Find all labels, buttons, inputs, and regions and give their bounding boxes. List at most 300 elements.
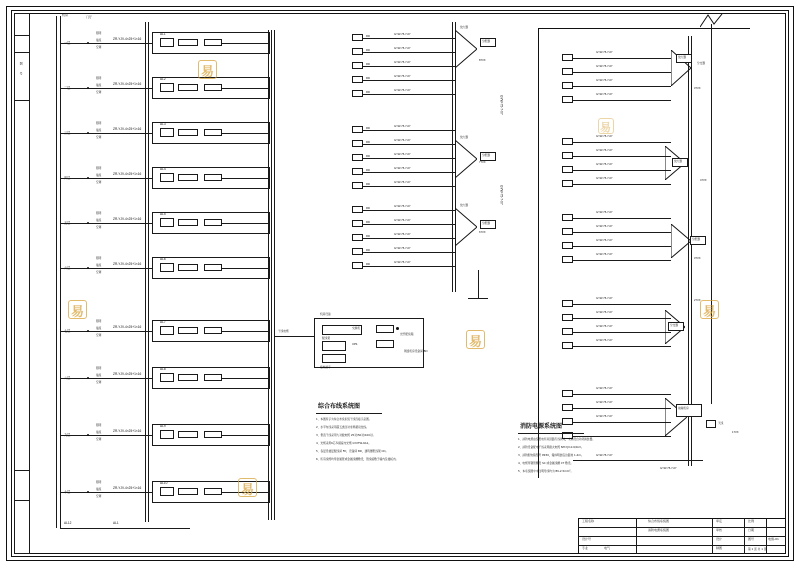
cable-label-3: ZR-YJV-4×25+1×16 [113, 127, 142, 131]
mid-tail-h [468, 298, 488, 299]
load-label-2b: 插座 [96, 83, 102, 87]
load-box-1[interactable] [204, 39, 222, 46]
breaker-1[interactable] [178, 39, 198, 46]
right-group-tag-2: 47VX [700, 179, 707, 182]
load-box-9[interactable] [204, 431, 222, 438]
bottom-left-title: 综合布线系统图 [318, 403, 361, 410]
mid-cable-label-2-3: GYW-75-7-07 [394, 153, 411, 156]
right-wire-4-2 [573, 318, 671, 319]
right-wire-4-3 [573, 332, 671, 333]
right-amp-label-1: 放大器 [678, 55, 687, 59]
panel-label-7: AL7 [160, 320, 166, 324]
mid-outlet-1-1[interactable] [352, 34, 363, 41]
antenna-drop [711, 24, 712, 404]
bottom-left-note-6: 6、所有线缆均穿金属管或金属线槽敷设，管线暗敷于墙内及楼板内。 [316, 457, 399, 461]
load-label-1a: 照明 [96, 31, 102, 35]
title-sheet-label: 第 1 张 共 1 张 [748, 547, 767, 551]
node-1 [87, 42, 89, 44]
title-project-label: 工程名称 [582, 519, 595, 523]
riser-bus-right-2 [271, 30, 272, 520]
mid-outlet-label-2-1: RD [366, 127, 370, 130]
right-outlet-5-2[interactable] [562, 404, 573, 411]
title-scale-label: 比例 [748, 519, 755, 523]
right-group-tag-3: 37VX [694, 257, 701, 260]
right-outlet-2-4[interactable] [562, 180, 573, 187]
breaker-10[interactable] [178, 488, 198, 495]
right-amp-3 [671, 224, 691, 258]
load-label-6b: 插座 [96, 263, 102, 267]
mid-wire-2-3 [363, 155, 455, 159]
row-wire-4b [222, 178, 268, 179]
right-cable-3-2: GYW-75-7-07 [596, 225, 613, 228]
center-node [396, 327, 399, 330]
cable-label-8: ZR-YJV-4×25+1×16 [113, 372, 142, 376]
center-sub-3: 接地端子 [320, 365, 331, 369]
right-cable-4-1: GYW-75-7-07 [596, 297, 613, 300]
right-cable-2-1: GYW-75-7-07 [596, 135, 613, 138]
mid-outlet-label-1-2: RD [366, 49, 370, 52]
breaker-7[interactable] [178, 327, 198, 334]
load-box-7[interactable] [204, 327, 222, 334]
title-check-label: 审核 [716, 528, 723, 532]
right-outlet-5-1[interactable] [562, 390, 573, 397]
row-wire-6b [222, 268, 268, 269]
bottom-right-title-rule [518, 433, 584, 434]
panel-label-1: AL1 [160, 32, 166, 36]
right-wire-2-3 [573, 170, 671, 171]
breaker-2[interactable] [178, 84, 198, 91]
center-rack-5[interactable] [376, 340, 394, 348]
right-cable-5-4: GYW-75-7-07 [596, 454, 613, 457]
right-group-tag-5: 17VX [732, 431, 739, 434]
cable-label-6: ZR-YJV-4×25+1×16 [113, 262, 142, 266]
panel-label-10: AL10 [160, 481, 168, 485]
mid-wire-1-5 [363, 91, 455, 95]
antenna-icon [700, 14, 724, 28]
load-label-9b: 插座 [96, 430, 102, 434]
meter-6[interactable] [160, 263, 174, 272]
title-design-label: 设计 [716, 537, 723, 541]
watermark-5: 易 [241, 483, 255, 498]
load-box-4[interactable] [204, 174, 222, 181]
mid-cable-label-2-1: GYW-75-7-07 [394, 125, 411, 128]
mid-wire-2-2 [363, 141, 455, 145]
right-outlet-4-2[interactable] [562, 314, 573, 321]
title-date-label: 日期 [748, 528, 755, 532]
right-wire-5-3 [573, 422, 671, 423]
mid-wire-1-1 [363, 35, 455, 39]
center-in-wire [274, 336, 314, 337]
mid-outlet-label-3-5: RD [366, 263, 370, 266]
mid-outlet-1-2[interactable] [352, 48, 363, 55]
mid-amp-2 [455, 140, 477, 178]
riser-bottom-wire [60, 528, 190, 529]
load-label-1b: 插座 [96, 38, 102, 42]
row-wire-1 [60, 43, 152, 44]
title-drawing-title-2: 消防电源系统图 [648, 528, 670, 532]
watermark-2: 易 [71, 305, 85, 320]
antenna-label: 天线 [718, 421, 724, 425]
mid-cable-label-1-2: GYW-75-7-07 [394, 47, 411, 50]
watermark-3: 易 [469, 335, 483, 350]
mid-wire-1-4 [363, 77, 455, 81]
antenna-box[interactable] [706, 420, 716, 428]
row-wire-1b [222, 43, 268, 44]
breaker-8[interactable] [178, 374, 198, 381]
riser-bus-right-3 [274, 30, 275, 520]
right-wire-5-5 [573, 460, 703, 461]
load-label-6c: 空调 [96, 270, 102, 274]
left-index-div-2 [14, 52, 30, 53]
node-7 [87, 330, 89, 332]
right-cable-5-2: GYW-75-7-07 [596, 401, 613, 404]
right-outlet-3-1[interactable] [562, 214, 573, 221]
mid-tail [478, 270, 479, 298]
load-label-10b: 插座 [96, 487, 102, 491]
load-label-7b: 插座 [96, 326, 102, 330]
panel-label-8: AL8 [160, 367, 166, 371]
bottom-cable-tag: AL1 [113, 521, 119, 525]
mid-outlet-label-2-4: RD [366, 169, 370, 172]
meter-2[interactable] [160, 83, 174, 92]
mid-outlet-label-2-5: RD [366, 183, 370, 186]
watermark-6: 易 [600, 121, 611, 134]
right-cable-3-3: GYW-75-7-07 [596, 239, 613, 242]
left-index-div-1 [14, 35, 30, 36]
row-wire-9 [60, 435, 152, 436]
mid-wire-2-5 [363, 183, 455, 187]
center-label-right: 光纤配线箱 [400, 332, 414, 336]
load-label-7c: 空调 [96, 333, 102, 337]
right-wire-1-3 [573, 86, 671, 87]
mid-cable-label-2-2: GYW-75-7-07 [394, 139, 411, 142]
center-rack-3[interactable] [322, 354, 346, 363]
mid-outlet-1-3[interactable] [352, 62, 363, 69]
load-box-6[interactable] [204, 264, 222, 271]
row-wire-8 [60, 378, 152, 379]
bottom-left-note-1: 1、本图所示为综合布线系统干线连接示意图。 [316, 417, 372, 421]
mid-outlet-1-4[interactable] [352, 76, 363, 83]
load-label-7a: 照明 [96, 319, 102, 323]
load-label-10c: 空调 [96, 494, 102, 498]
row-wire-6 [60, 268, 152, 269]
row-wire-10 [60, 492, 152, 493]
right-cable-2-2: GYW-75-7-07 [596, 149, 613, 152]
right-group-tag-4: 27VX [694, 299, 701, 302]
row-wire-3b [222, 133, 268, 134]
right-wire-1-2 [573, 72, 671, 73]
meter-1[interactable] [160, 38, 174, 47]
mid-amp-label-1: 放大器 [460, 25, 469, 29]
panel-label-2: AL2 [160, 77, 166, 81]
mid-amp-1 [455, 30, 477, 68]
right-bottom-cable-note: GYW-75-7-07 [660, 467, 677, 470]
right-cable-4-3: GYW-75-7-07 [596, 325, 613, 328]
riser-bus-left-1 [56, 16, 57, 528]
mid-outlet-3-5[interactable] [352, 262, 363, 269]
mid-outlet-label-1-4: RD [366, 77, 370, 80]
right-outlet-1-3[interactable] [562, 82, 573, 89]
meter-9[interactable] [160, 430, 174, 439]
title-block-h1 [578, 527, 786, 528]
bottom-left-note-4: 4、光缆采用6芯多模室内光缆 GYXTW-6A1。 [316, 441, 372, 445]
mid-wire-3-3 [363, 235, 455, 239]
right-wire-5-1 [573, 394, 671, 395]
mid-wire-1-3 [363, 63, 455, 67]
left-index-label-a: 图 [19, 62, 24, 65]
mid-outlet-label-1-1: RD [366, 35, 370, 38]
node-3 [87, 132, 89, 134]
right-outlet-1-4[interactable] [562, 96, 573, 103]
title-design-no-label: 设计号 [582, 537, 592, 541]
panel-label-6: AL6 [160, 257, 166, 261]
panel-label-5: AL5 [160, 212, 166, 216]
mid-cable-label-3-5: GYW-75-7-07 [394, 261, 411, 264]
load-label-5c: 空调 [96, 225, 102, 229]
node-2 [87, 87, 89, 89]
cable-label-7: ZR-YJV-4×25+1×16 [113, 325, 142, 329]
cable-label-10: ZR-YJV-4×25+1×16 [113, 486, 142, 490]
row-wire-4 [60, 178, 152, 179]
load-label-4b: 插座 [96, 173, 102, 177]
load-box-5[interactable] [204, 219, 222, 226]
right-outlet-3-2[interactable] [562, 228, 573, 235]
meter-4[interactable] [160, 173, 174, 182]
right-wire-1-1 [573, 58, 671, 59]
row-wire-5 [60, 223, 152, 224]
mid-outlet-2-3[interactable] [352, 154, 363, 161]
row-wire-8b [222, 378, 268, 379]
right-outlet-1-2[interactable] [562, 68, 573, 75]
mid-outlet-label-3-4: RD [366, 249, 370, 252]
title-stage-label: 专业 [582, 546, 589, 550]
center-sub-1: 交换机 [352, 326, 361, 330]
bottom-right-note-3: 3、消防配电箱型号 PZ30，箱体明装底边距地 1.4m。 [518, 453, 584, 457]
mid-outlet-label-3-2: RD [366, 221, 370, 224]
right-amp-label-3: 分配器 [692, 237, 701, 241]
load-label-5b: 插座 [96, 218, 102, 222]
watermark-1: 易 [201, 65, 215, 80]
mid-wire-3-2 [363, 221, 455, 225]
meter-3[interactable] [160, 128, 174, 137]
mid-wire-2-1 [363, 127, 455, 131]
right-outlet-3-4[interactable] [562, 256, 573, 263]
mid-outlet-2-4[interactable] [352, 168, 363, 175]
title-block-h2 [578, 536, 786, 537]
load-label-10a: 照明 [96, 480, 102, 484]
right-wire-3-1 [573, 218, 671, 219]
mid-wire-2-4 [363, 169, 455, 173]
node-9 [87, 434, 89, 436]
right-outlet-4-1[interactable] [562, 300, 573, 307]
breaker-5[interactable] [178, 219, 198, 226]
title-drawing-title-1: 综合布线系统图 [648, 519, 670, 523]
right-wire-4-1 [573, 304, 671, 305]
right-wire-2-2 [573, 156, 671, 157]
mid-cable-label-2-4: GYW-75-7-07 [394, 167, 411, 170]
head-end-label: 前端机房 [678, 406, 689, 410]
mid-wire-3-1 [363, 207, 455, 211]
right-cable-2-4: GYW-75-7-07 [596, 177, 613, 180]
mid-wire-3-4 [363, 249, 455, 253]
center-in-label: 干线电缆 [278, 329, 289, 333]
load-label-2a: 照明 [96, 76, 102, 80]
mid-outlet-label-2-2: RD [366, 141, 370, 144]
row-wire-5b [222, 223, 268, 224]
title-number-label: 图号 [748, 537, 755, 541]
right-outlet-2-1[interactable] [562, 138, 573, 145]
load-label-4c: 空调 [96, 180, 102, 184]
right-cable-5-3: GYW-75-7-07 [596, 415, 613, 418]
mid-vertical-cable-label-2: GYW-75-7-07 [499, 185, 504, 205]
cable-label-1: ZR-YJV-4×25+1×16 [113, 37, 142, 41]
cable-label-9: ZR-YJV-4×25+1×16 [113, 429, 142, 433]
mid-group-tag-2: 77VX [479, 161, 486, 164]
meter-5[interactable] [160, 218, 174, 227]
load-box-2[interactable] [204, 84, 222, 91]
title-drawing-no-value: 电施-01 [768, 537, 779, 541]
breaker-6[interactable] [178, 264, 198, 271]
load-label-9c: 空调 [96, 437, 102, 441]
right-riser-2 [691, 36, 692, 466]
mid-cable-label-1-5: GYW-75-7-07 [394, 89, 411, 92]
riser-bus-left-4 [148, 22, 149, 522]
mid-outlet-2-1[interactable] [352, 126, 363, 133]
node-8 [87, 377, 89, 379]
left-index-div-5 [14, 500, 30, 501]
mid-cable-label-3-2: GYW-75-7-07 [394, 219, 411, 222]
bottom-right-note-4: 4、电缆穿钢管敷设 SC 或金属线槽 CT 敷设。 [518, 461, 574, 465]
left-index-strip [14, 13, 30, 554]
mid-outlet-label-3-3: RD [366, 235, 370, 238]
mid-wire-1-2 [363, 49, 455, 53]
right-wire-5-2 [573, 408, 671, 409]
center-note: 网络机房设备间 BD [404, 349, 428, 353]
row-wire-9b [222, 435, 268, 436]
row-wire-7 [60, 331, 152, 332]
panel-label-9: AL9 [160, 424, 166, 428]
right-amp-label-4: 分支器 [670, 323, 679, 327]
mid-wire-3-5 [363, 263, 455, 267]
mid-cable-label-3-4: GYW-75-7-07 [394, 247, 411, 250]
load-box-10[interactable] [204, 488, 222, 495]
bottom-panel-tag: AL12 [64, 521, 72, 525]
title-stage-value: 电气 [604, 546, 611, 550]
node-5 [87, 222, 89, 224]
center-label-top: 机房设备 [320, 312, 331, 316]
row-wire-7b [222, 331, 268, 332]
right-cable-1-4: GYW-75-7-07 [596, 93, 613, 96]
right-outlet-4-3[interactable] [562, 328, 573, 335]
mid-outlet-3-3[interactable] [352, 234, 363, 241]
meter-8[interactable] [160, 373, 174, 382]
cable-label-2: ZR-YJV-4×25+1×16 [113, 82, 142, 86]
right-wire-3-3 [573, 246, 671, 247]
mid-outlet-3-1[interactable] [352, 206, 363, 213]
node-4 [87, 177, 89, 179]
mid-cable-label-1-4: GYW-75-7-07 [394, 75, 411, 78]
mid-outlet-2-2[interactable] [352, 140, 363, 147]
riser-bus-left-3 [145, 22, 146, 522]
mid-outlet-1-5[interactable] [352, 90, 363, 97]
mid-outlet-label-2-3: RD [366, 155, 370, 158]
left-index-div-3 [14, 100, 30, 101]
load-label-6a: 照明 [96, 256, 102, 260]
right-cable-1-1: GYW-75-7-07 [596, 51, 613, 54]
right-outlet-5-3[interactable] [562, 418, 573, 425]
meter-7[interactable] [160, 326, 174, 335]
load-label-8c: 空调 [96, 380, 102, 384]
right-wire-3-2 [573, 232, 671, 233]
watermark-4: 易 [703, 305, 717, 320]
panel-label-3: AL3 [160, 122, 166, 126]
load-box-8[interactable] [204, 374, 222, 381]
breaker-4[interactable] [178, 174, 198, 181]
mid-tag-text-1: 分配器 [482, 39, 491, 43]
bottom-left-title-rule [316, 413, 382, 414]
right-outlet-4-4[interactable] [562, 342, 573, 349]
load-box-3[interactable] [204, 129, 222, 136]
bottom-left-note-2: 2、水平布线采用超五类四对非屏蔽双绞线。 [316, 425, 369, 429]
mid-vertical-cable-label: GYW-75-7-07 [499, 95, 504, 115]
row-wire-3 [60, 133, 152, 134]
mid-outlet-2-5[interactable] [352, 182, 363, 189]
load-label-8b: 插座 [96, 373, 102, 377]
left-index-div-4 [14, 470, 30, 471]
load-label-9a: 照明 [96, 423, 102, 427]
center-rack-2[interactable] [322, 341, 346, 351]
title-approve-label: 审定 [716, 519, 723, 523]
load-label-3c: 空调 [96, 135, 102, 139]
cable-label-4: ZR-YJV-4×25+1×16 [113, 172, 142, 176]
load-label-3a: 照明 [96, 121, 102, 125]
right-group-tag-1: 37VX [694, 87, 701, 90]
riser-bus-left-2 [60, 16, 61, 528]
mid-cable-label-3-3: GYW-75-7-07 [394, 233, 411, 236]
load-label-2c: 空调 [96, 90, 102, 94]
right-outlet-3-3[interactable] [562, 242, 573, 249]
center-sub-2: UPS [352, 342, 358, 346]
load-label-1c: 空调 [96, 45, 102, 49]
meter-10[interactable] [160, 487, 174, 496]
right-cable-3-4: GYW-75-7-07 [596, 253, 613, 256]
right-wire-2-1 [573, 142, 671, 143]
center-label-left: 配线架 [322, 336, 331, 340]
riser-label-hall: 门厅 [86, 15, 93, 19]
bottom-right-note-5: 5、本系统图中未注明导线均为 BV-2.5mm²。 [518, 469, 574, 473]
node-10 [87, 491, 89, 493]
row-wire-2 [60, 88, 152, 89]
breaker-3[interactable] [178, 129, 198, 136]
center-rack-4[interactable] [376, 325, 394, 333]
mid-cable-label-1-1: GYW-75-7-07 [394, 33, 411, 36]
mid-outlet-3-2[interactable] [352, 220, 363, 227]
right-outlet-1-1[interactable] [562, 54, 573, 61]
right-outlet-2-3[interactable] [562, 166, 573, 173]
node-6 [87, 267, 89, 269]
mid-cable-label-3-1: GYW-75-7-07 [394, 205, 411, 208]
right-cable-4-4: GYW-75-7-07 [596, 339, 613, 342]
mid-group-tag-1: 87VX [479, 59, 486, 62]
mid-outlet-3-4[interactable] [352, 248, 363, 255]
mid-tag-text-3: 分配器 [482, 221, 491, 225]
bottom-left-note-3: 3、垂直干线采用大对数电缆 25对/50对/100对。 [316, 433, 376, 437]
right-outlet-2-2[interactable] [562, 152, 573, 159]
right-wire-3-4 [573, 260, 671, 261]
cable-label-5: ZR-YJV-4×25+1×16 [113, 217, 142, 221]
bottom-right-note-1: 1、消防电源由变配电所双回路专线供电，末端设自动切换装置。 [518, 437, 595, 441]
breaker-9[interactable] [178, 431, 198, 438]
